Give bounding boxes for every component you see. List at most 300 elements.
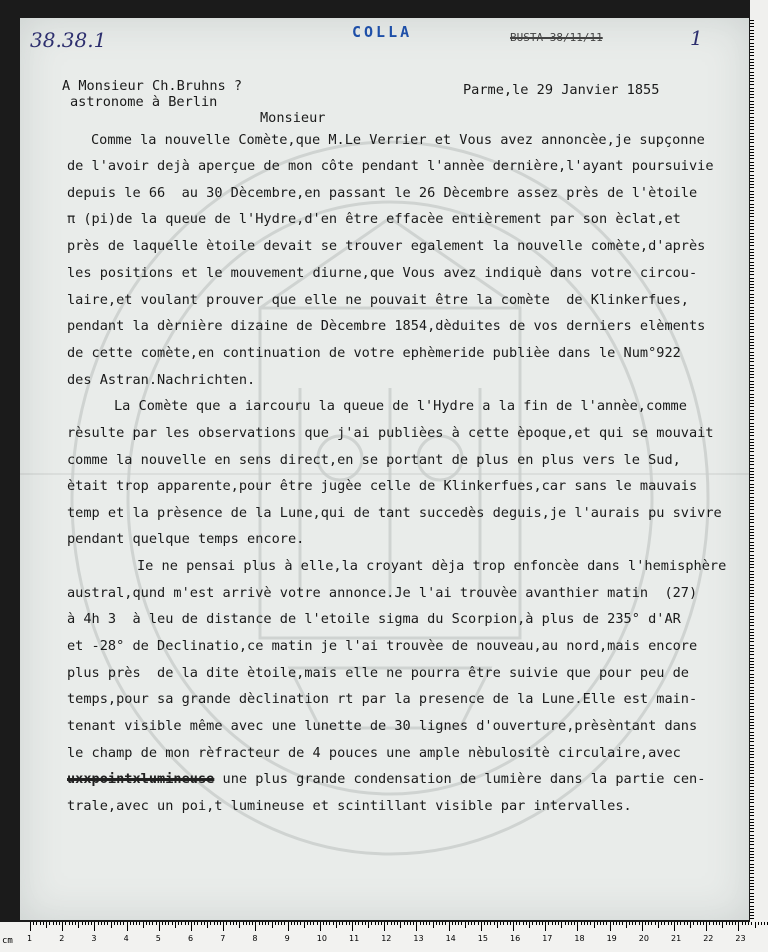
ruler-minor-tick — [78, 922, 79, 928]
side-ruler-tick — [750, 474, 754, 475]
side-ruler-tick — [750, 397, 754, 398]
side-ruler-tick — [750, 886, 754, 887]
side-ruler-tick — [750, 200, 754, 201]
side-ruler-tick — [750, 390, 754, 391]
ruler-minor-tick — [143, 922, 144, 928]
side-ruler-tick — [750, 165, 754, 166]
side-ruler-tick — [750, 294, 754, 295]
ruler-number: 15 — [477, 934, 488, 943]
ruler-minor-tick — [181, 922, 182, 925]
ruler-number: 20 — [638, 934, 649, 943]
side-ruler-tick — [750, 741, 754, 742]
side-ruler-tick — [750, 451, 754, 452]
side-ruler-tick — [750, 612, 754, 613]
ruler-number: 4 — [123, 934, 129, 943]
side-ruler-tick — [750, 175, 754, 176]
side-ruler-tick — [750, 538, 754, 539]
side-ruler-tick — [750, 773, 754, 774]
ruler-tick — [610, 922, 611, 931]
ruler-minor-tick — [404, 922, 405, 925]
side-ruler-tick — [750, 133, 754, 134]
ruler-minor-tick — [56, 922, 57, 925]
side-ruler-tick — [750, 799, 754, 800]
ruler-minor-tick — [629, 922, 630, 925]
ruler-minor-tick — [194, 922, 195, 925]
side-ruler-tick — [750, 136, 754, 137]
side-ruler-tick — [750, 271, 754, 272]
side-ruler-tick — [750, 745, 754, 746]
side-ruler-tick — [750, 62, 754, 63]
ruler-minor-tick — [458, 922, 459, 925]
side-ruler-tick — [750, 780, 754, 781]
ruler-minor-tick — [349, 922, 350, 925]
ruler-number: 19 — [606, 934, 617, 943]
side-ruler-tick — [750, 786, 754, 787]
ruler-minor-tick — [603, 922, 604, 925]
ruler-minor-tick — [503, 922, 504, 925]
body-line: à 4h 3 à leu de distance de l'etoile sigma du Scorpion,à plus de 235° d'AR — [67, 611, 681, 627]
ruler-minor-tick — [687, 922, 688, 925]
ruler-minor-tick — [46, 922, 47, 928]
ruler-tick — [191, 922, 192, 931]
ruler-minor-tick — [420, 922, 421, 925]
ruler-tick — [94, 922, 95, 931]
ruler-minor-tick — [452, 922, 453, 925]
side-ruler-tick — [750, 384, 754, 385]
side-ruler-tick — [750, 210, 754, 211]
side-ruler-tick — [750, 590, 754, 591]
side-ruler-tick — [750, 526, 754, 527]
ruler-minor-tick — [639, 922, 640, 925]
ruler-number: 8 — [252, 934, 258, 943]
ruler-minor-tick — [82, 922, 83, 925]
ruler-minor-tick — [600, 922, 601, 925]
side-ruler-tick — [750, 336, 754, 337]
side-ruler-tick — [750, 155, 754, 156]
ruler-minor-tick — [265, 922, 266, 925]
ruler-number: 7 — [220, 934, 226, 943]
side-ruler-tick — [750, 709, 754, 710]
side-ruler-tick — [750, 406, 754, 407]
side-ruler-tick — [750, 445, 754, 446]
side-ruler-tick — [750, 819, 754, 820]
ruler-minor-tick — [507, 922, 508, 925]
ruler-minor-tick — [622, 922, 623, 925]
ruler-minor-tick — [75, 922, 76, 925]
ruler-minor-tick — [307, 922, 308, 925]
side-ruler-tick — [750, 381, 754, 382]
side-ruler-tick — [750, 564, 754, 565]
ruler-minor-tick — [175, 922, 176, 928]
side-ruler-tick — [750, 606, 754, 607]
ruler-minor-tick — [368, 922, 369, 928]
ruler-minor-tick — [455, 922, 456, 925]
ruler-minor-tick — [326, 922, 327, 925]
ruler-minor-tick — [43, 922, 44, 925]
body-line: trale,avec un poi,t lumineuse et scintillant visible par intervalles. — [67, 798, 632, 814]
side-ruler-tick — [750, 529, 754, 530]
ruler-minor-tick — [648, 922, 649, 925]
ruler-minor-tick — [561, 922, 562, 928]
ruler-minor-tick — [230, 922, 231, 925]
ruler-minor-tick — [632, 922, 633, 925]
ruler-minor-tick — [275, 922, 276, 925]
ruler-minor-tick — [594, 922, 595, 928]
side-ruler-tick — [750, 670, 754, 671]
side-ruler-tick — [750, 400, 754, 401]
ruler-number: 6 — [188, 934, 194, 943]
ruler-minor-tick — [548, 922, 549, 925]
ruler-minor-tick — [519, 922, 520, 925]
side-ruler-tick — [750, 690, 754, 691]
ruler-minor-tick — [323, 922, 324, 925]
body-line: ètait trop apparente,pour être jugèe celle de Klinkerfues,car sans le mauvais — [67, 478, 698, 494]
ruler-minor-tick — [700, 922, 701, 925]
side-ruler-tick — [750, 664, 754, 665]
body-line: pendant la dèrnière dizaine de Dècembre 1854,dèduites de vos derniers elèments — [67, 318, 706, 334]
side-ruler-tick — [750, 242, 754, 243]
ruler-minor-tick — [584, 922, 585, 925]
ruler-minor-tick — [426, 922, 427, 925]
side-ruler-tick — [750, 870, 754, 871]
ruler-minor-tick — [613, 922, 614, 925]
side-ruler-tick — [750, 687, 754, 688]
side-ruler-tick — [750, 455, 754, 456]
ruler-unit: cm — [2, 936, 13, 946]
side-ruler-tick — [750, 120, 754, 121]
side-ruler-tick — [750, 355, 754, 356]
side-ruler-tick — [750, 519, 754, 520]
side-ruler-tick — [750, 738, 754, 739]
ruler-minor-tick — [574, 922, 575, 925]
side-ruler-tick — [750, 831, 754, 832]
ruler-minor-tick — [249, 922, 250, 925]
ruler-minor-tick — [365, 922, 366, 925]
body-line: tenant visible même avec une lunette de 30 lignes d'ouverture,prèsèntant dans — [67, 718, 698, 734]
ruler-minor-tick — [751, 922, 752, 925]
ruler-minor-tick — [445, 922, 446, 925]
ruler-tick — [223, 922, 224, 931]
body-line: de l'avoir dejà aperçue de mon côte pendant l'annèe dernière,l'ayant poursuivie — [67, 158, 714, 174]
side-ruler-tick — [750, 806, 754, 807]
ruler-minor-tick — [735, 922, 736, 925]
ruler-minor-tick — [317, 922, 318, 925]
ruler-number: 17 — [542, 934, 553, 943]
ruler-minor-tick — [709, 922, 710, 925]
side-ruler-tick — [750, 129, 754, 130]
side-ruler-tick — [750, 113, 754, 114]
ruler-minor-tick — [587, 922, 588, 925]
side-ruler-tick — [750, 39, 754, 40]
side-ruler-tick — [750, 255, 754, 256]
ruler-minor-tick — [764, 922, 765, 925]
ruler-minor-tick — [581, 922, 582, 925]
side-ruler-tick — [750, 429, 754, 430]
side-ruler-tick — [750, 55, 754, 56]
ruler-minor-tick — [755, 922, 756, 928]
ruler-minor-tick — [72, 922, 73, 925]
body-line: plus près de la dite ètoile,mais elle ne pourra être suivie que pour peu de — [67, 665, 689, 681]
ruler-number: 10 — [316, 934, 327, 943]
side-ruler-tick — [750, 281, 754, 282]
body-line: le champ de mon rèfracteur de 4 pouces une ample nèbulositè circulaire,avec — [67, 745, 681, 761]
side-ruler-tick — [750, 194, 754, 195]
ruler-minor-tick — [400, 922, 401, 928]
ruler-number: 3 — [91, 934, 97, 943]
ruler-minor-tick — [117, 922, 118, 925]
ruler-number: 5 — [155, 934, 161, 943]
ruler-tick — [706, 922, 707, 931]
ruler-minor-tick — [294, 922, 295, 925]
side-ruler-tick — [750, 461, 754, 462]
side-ruler-tick — [750, 229, 754, 230]
side-ruler-tick — [750, 622, 754, 623]
ruler-number: 12 — [381, 934, 392, 943]
side-ruler-tick — [750, 513, 754, 514]
ruler-minor-tick — [529, 922, 530, 928]
ruler-minor-tick — [693, 922, 694, 925]
ruler-minor-tick — [387, 922, 388, 925]
ruler-minor-tick — [243, 922, 244, 925]
side-ruler-tick — [750, 706, 754, 707]
ruler-number: 1 — [27, 934, 33, 943]
ruler-minor-tick — [726, 922, 727, 925]
side-ruler-tick — [750, 20, 754, 21]
side-ruler-tick — [750, 236, 754, 237]
side-ruler-tick — [750, 654, 754, 655]
ruler-minor-tick — [259, 922, 260, 925]
side-ruler-tick — [750, 503, 754, 504]
ruler-tick — [255, 922, 256, 931]
side-ruler-tick — [750, 435, 754, 436]
ruler-minor-tick — [297, 922, 298, 925]
side-ruler-tick — [750, 142, 754, 143]
side-ruler-tick — [750, 262, 754, 263]
ruler-minor-tick — [590, 922, 591, 925]
ruler-minor-tick — [542, 922, 543, 925]
ruler-tick — [738, 922, 739, 931]
ruler-minor-tick — [310, 922, 311, 925]
ruler-minor-tick — [220, 922, 221, 925]
side-ruler-tick — [750, 725, 754, 726]
ruler-minor-tick — [185, 922, 186, 925]
side-ruler-tick — [750, 413, 754, 414]
ruler-minor-tick — [149, 922, 150, 925]
side-ruler-tick — [750, 651, 754, 652]
side-ruler-tick — [750, 609, 754, 610]
side-ruler-tick — [750, 854, 754, 855]
side-ruler-tick — [750, 577, 754, 578]
body-line-text: une plus grande condensation de lumière dans la partie cen- — [214, 771, 706, 787]
side-ruler-tick — [750, 187, 754, 188]
struck-archive-reference: BUSTA 38/11/11 — [510, 31, 603, 44]
ruler-minor-tick — [53, 922, 54, 925]
ruler-minor-tick — [239, 922, 240, 928]
side-ruler-tick — [750, 802, 754, 803]
ruler-minor-tick — [429, 922, 430, 925]
body-line: π (pi)de la queue de l'Hydre,d'en être effacèe entièrement par son èclat,et — [67, 211, 681, 227]
side-ruler-tick — [750, 677, 754, 678]
ruler-minor-tick — [40, 922, 41, 925]
side-ruler-tick — [750, 26, 754, 27]
side-ruler-tick — [750, 635, 754, 636]
side-ruler-tick — [750, 290, 754, 291]
body-line: comme la nouvelle en sens direct,en se portant de plus en plus vers le Sud, — [67, 452, 681, 468]
ruler-minor-tick — [490, 922, 491, 925]
ruler-minor-tick — [69, 922, 70, 925]
side-ruler-tick — [750, 307, 754, 308]
side-ruler-tick — [750, 220, 754, 221]
ruler-tick — [481, 922, 482, 931]
ruler-minor-tick — [651, 922, 652, 925]
side-ruler-tick — [750, 844, 754, 845]
side-ruler-tick — [750, 374, 754, 375]
side-ruler-tick — [750, 532, 754, 533]
ruler-minor-tick — [214, 922, 215, 925]
side-ruler-tick — [750, 848, 754, 849]
ruler-minor-tick — [478, 922, 479, 925]
side-ruler-tick — [750, 181, 754, 182]
ruler-tick — [577, 922, 578, 931]
side-ruler-tick — [750, 329, 754, 330]
side-ruler-tick — [750, 88, 754, 89]
ruler-minor-tick — [49, 922, 50, 925]
ruler-number: 18 — [574, 934, 585, 943]
side-ruler-tick — [750, 152, 754, 153]
body-line: près de laquelle ètoile devait se trouver egalement la nouvelle comète,d'après — [67, 238, 706, 254]
ruler-tick — [642, 922, 643, 931]
side-ruler-tick — [750, 75, 754, 76]
side-ruler-tick — [750, 191, 754, 192]
side-ruler-tick — [750, 699, 754, 700]
side-ruler-tick — [750, 915, 754, 916]
side-ruler-tick — [750, 233, 754, 234]
ruler-minor-tick — [758, 922, 759, 925]
ruler-minor-tick — [684, 922, 685, 925]
side-ruler-tick — [750, 796, 754, 797]
ruler-number: 9 — [284, 934, 290, 943]
side-ruler-tick — [750, 316, 754, 317]
ruler-minor-tick — [555, 922, 556, 925]
ruler-minor-tick — [268, 922, 269, 925]
side-ruler-tick — [750, 345, 754, 346]
side-ruler-tick — [750, 110, 754, 111]
side-ruler-tick — [750, 33, 754, 34]
ruler-minor-tick — [85, 922, 86, 925]
ruler-tick — [416, 922, 417, 931]
ruler-number: 14 — [445, 934, 456, 943]
side-ruler-tick — [750, 484, 754, 485]
side-ruler-tick — [750, 719, 754, 720]
side-ruler-tick — [750, 326, 754, 327]
ruler-minor-tick — [497, 922, 498, 928]
ruler-minor-tick — [516, 922, 517, 925]
ruler-minor-tick — [133, 922, 134, 925]
side-ruler-tick — [750, 101, 754, 102]
ruler-minor-tick — [690, 922, 691, 928]
ruler-tick — [62, 922, 63, 931]
side-ruler-tick — [750, 584, 754, 585]
ruler-tick — [513, 922, 514, 931]
ruler-minor-tick — [471, 922, 472, 925]
ruler-minor-tick — [371, 922, 372, 925]
side-ruler-tick — [750, 72, 754, 73]
ruler-minor-tick — [668, 922, 669, 925]
side-ruler-tick — [750, 632, 754, 633]
side-ruler-tick — [750, 23, 754, 24]
ruler-tick — [384, 922, 385, 931]
side-ruler-tick — [750, 487, 754, 488]
ruler-minor-tick — [272, 922, 273, 928]
ruler-minor-tick — [146, 922, 147, 925]
side-ruler-tick — [750, 352, 754, 353]
ruler-minor-tick — [333, 922, 334, 925]
side-ruler-tick — [750, 574, 754, 575]
ruler-minor-tick — [217, 922, 218, 925]
body-line: des Astran.Nachrichten. — [67, 372, 256, 388]
side-ruler-tick — [750, 123, 754, 124]
side-ruler-tick — [750, 661, 754, 662]
ruler-minor-tick — [619, 922, 620, 925]
side-ruler-tick — [750, 693, 754, 694]
ruler-minor-tick — [378, 922, 379, 925]
side-ruler-tick — [750, 252, 754, 253]
ruler-minor-tick — [571, 922, 572, 925]
side-ruler-tick — [750, 97, 754, 98]
ruler-minor-tick — [722, 922, 723, 928]
body-line: rèsulte par les observations que j'ai publièes à cette èpoque,et qui se mouvait — [67, 425, 714, 441]
side-ruler-tick — [750, 168, 754, 169]
ruler-minor-tick — [397, 922, 398, 925]
ruler-minor-tick — [33, 922, 34, 925]
side-ruler-tick — [750, 432, 754, 433]
side-ruler-tick — [750, 899, 754, 900]
ruler-number: 13 — [413, 934, 424, 943]
side-ruler-tick — [750, 297, 754, 298]
side-ruler-tick — [750, 323, 754, 324]
ruler-minor-tick — [188, 922, 189, 925]
side-ruler-tick — [750, 245, 754, 246]
side-ruler-tick — [750, 680, 754, 681]
side-ruler-tick — [750, 464, 754, 465]
side-ruler-tick — [750, 274, 754, 275]
side-ruler-tick — [750, 146, 754, 147]
side-ruler-tick — [750, 394, 754, 395]
side-ruler-tick — [750, 548, 754, 549]
letter-page — [20, 18, 749, 920]
side-ruler-tick — [750, 751, 754, 752]
side-ruler-tick — [750, 596, 754, 597]
ruler-minor-tick — [165, 922, 166, 925]
ruler-minor-tick — [748, 922, 749, 925]
ruler-minor-tick — [761, 922, 762, 925]
ruler-minor-tick — [500, 922, 501, 925]
side-ruler-tick — [750, 91, 754, 92]
ruler-minor-tick — [719, 922, 720, 925]
ruler-number: 16 — [510, 934, 521, 943]
side-ruler-tick — [750, 468, 754, 469]
ruler-minor-tick — [539, 922, 540, 925]
ruler-minor-tick — [88, 922, 89, 925]
body-line: La Comète que a iarcouru la queue de l'Hydre a la fin de l'annèe,comme — [114, 398, 687, 414]
side-ruler-tick — [750, 516, 754, 517]
ruler-minor-tick — [391, 922, 392, 925]
side-ruler-tick — [750, 728, 754, 729]
ruler-minor-tick — [178, 922, 179, 925]
body-line: temp et la prèsence de la Lune,qui de tant succedès deguis,je l'aurais pu svivre — [67, 505, 722, 521]
ruler-minor-tick — [236, 922, 237, 925]
ruler-minor-tick — [664, 922, 665, 925]
